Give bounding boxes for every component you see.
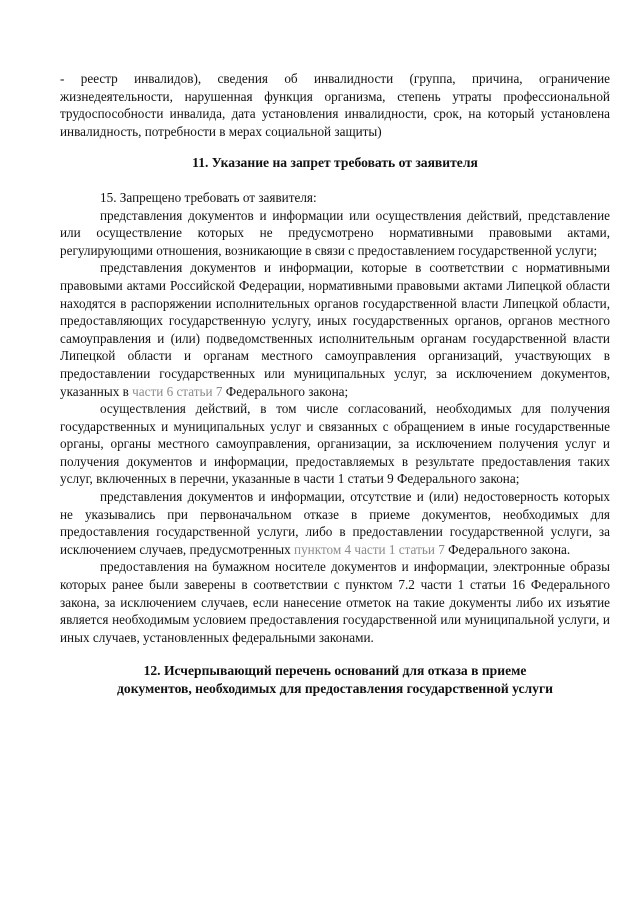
intro-paragraph: - реестр инвалидов), сведения об инвалидности (группа, причина, ограничение жизнедеятельности, нарушенная функция организма, степень утраты профессиональной трудоспособности инвалида, дата установления инвалидности, срок, на который установлена инвалидность, потребности в мерах социальной защиты) — [60, 71, 610, 139]
section-12-heading-line2: документов, необходимых для предоставления государственной услуги — [117, 681, 553, 696]
prohibition-item-2 — [60, 259, 610, 400]
section-11-heading: 11. Указание на запрет требовать от заявителя — [192, 155, 478, 171]
paragraph-15-lead: 15. Запрещено требовать от заявителя: — [100, 189, 317, 205]
prohibition-item-4-tail: Федерального закона. — [448, 541, 571, 557]
prohibition-item-2-tail: Федерального закона; — [225, 383, 349, 399]
section-12-heading — [60, 662, 610, 697]
prohibition-item-2-text: представления документов и информации, которые в соответствии с нормативными правовыми актами Российской Федерации, нормативными правовыми актами Липецкой области находятся в распоряжении исполнительных органов государственной власти Липецкой области, предоставляющих государственную услугу, иных государственных органов, органов местного самоуправления и (или) подведомственных исполнительным органам государственной власти Липецкой области и органам местного самоуправления организаций, участвующих в предоставлении государственных или муниципальных услуг, за исключением документов, указанных в — [60, 260, 610, 399]
section-12-heading-line1: 12. Исчерпывающий перечень оснований для отказа в приеме — [143, 663, 527, 679]
prohibition-item-5: предоставления на бумажном носителе документов и информации, электронные образы которых ранее были заверены в соответствии с пунктом 7.2 части 1 статьи 16 Федерального закона, за исключением случаев, если нанесение отметок на такие документы либо их изъятие является необходимым условием предоставления государственной или муниципальной услуги, и иных случаев, установленных федеральными законами. — [60, 559, 610, 645]
law-reference-link[interactable]: пунктом 4 части 1 статьи 7 — [294, 541, 445, 557]
document-page — [60, 70, 610, 698]
prohibition-item-4-text: представления документов и информации, отсутствие и (или) недостоверность которых не указывались при первоначальном отказе в приеме документов, необходимых для предоставления государственной услуги, либо в предоставлении государственной услуги, за исключением случаев, предусмотренных — [60, 489, 610, 557]
prohibition-item-1: представления документов и информации или осуществления действий, представление или осуществление которых не предусмотрено нормативными правовыми актами, регулирующими отношения, возникающие в связи с предоставлением государственной услуги; — [60, 207, 610, 258]
prohibition-item-4 — [60, 488, 610, 558]
law-reference-link[interactable]: части 6 статьи 7 — [132, 383, 223, 399]
prohibition-item-3: осуществления действий, в том числе согласований, необходимых для получения государственных и муниципальных услуг и связанных с обращением в иные государственные органы, органы местного самоуправления, организации, за исключением получения услуг и получения документов и информации, предоставляемых в результате предоставления таких услуг, включенных в перечни, указанные в части 1 статьи 9 Федерального закона; — [60, 401, 610, 487]
